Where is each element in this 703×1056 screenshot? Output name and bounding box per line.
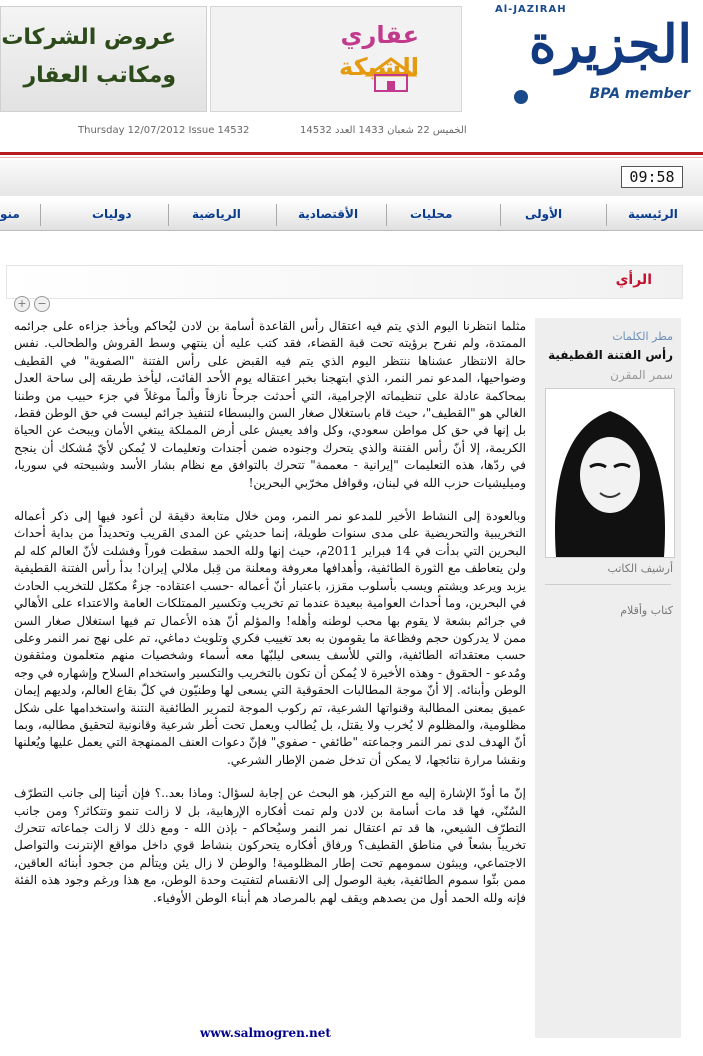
article-paragraph: وبالعودة إلى النشاط الأخير للمدعو نمر النمر، ومن خلال متابعة دقيقة لن أعود فيها إلى ذكر أعماله التخريبية والتحريضية على مدى سنوات طويلة، إنما حديثي عن المدى القريب وتحديداً من بداية أحداث البحرين التي بدأت في 14 فبراير 2011م، حيث إنها ولله الحمد سقطت فوراً وفشلت لأنّ العالم كله لم ولن يتعاطف مع الثورة الطائفية، وأهدافها معروفة ومعلنة من قِبل ملالي إيران! بدأ رأس الفتنة القطيفية يزبد ويرعد ويشتم ويسب بأسلوب مقزز، باعتبار أنّ أعماله -حسب اعتقاده- جزءٌ مكمّل للتخريب الحادث في البحرين، وما أحداث العوامية ببعيدة عندما تم تخريب وتكسير الممتلكات العامة والاعتداء على الأهالي في جرائم بشعة لا يقوم بها محب لوطنه وأهله! والمؤلم أنّ هذه الأعمال تم فيها استغلال صغار السن ممن لا يدركون حجم وفظاعة ما يقومون به بعد تغييب فكري وتلويث دماغي، تم على نهج نمر النمر وعلى حسب معتقداته الطائفية، والتي للأسف يسعى ليلبّها معه أسماء وشخصيات منهم متعلمون ومثقفون ومُدعو - الحقوق - وهذه الأخيرة لا يُمكن أن تكون بالتخريب والتكسير واستخدام السلاح وإشهاره في وجه الوطن وأبنائه. إلا أنّ موجة المطالبات الحقوقية التي يسعى لها وطنيّون في كلّ بقاع العالم، ولديهم إيمان عميق بمعنى المطالبة وقنواتها الشرعية، تم ركوب الموجة لتمرير الطائفية النتنة واستخدامها على شكل مظلومية، والمظلوم لا يُخرب ولا يقتل، بل يُطالب ويعمل تحت أطر شرعية وقانونية لتحقيق مطالبه، وبما أنّ الهدف لدى نمر النمر وجماعته "طائفي - صفوي" فإنّ دعوات العنف الممنهجة التي يعمل عليها ويُعلنها ونقشا مرارة نتائجها، لا يمكن أن تدخل ضمن الإطار الشرعي. xyxy=(14,509,526,767)
ad-realestate-line1: عقاري xyxy=(340,21,419,49)
author-portrait-icon xyxy=(546,389,674,557)
article-paragraph: إنّ ما أودّ الإشارة إليه مع التركيز، هو البحث عن إجابة لسؤال: وماذا بعد..؟ فإن أتينا إلى جانب التطرّف السُنّي، فها قد مات أسامة بن لادن ولم تمت أفكاره الإرهابية، بل لا زالت تنمو وتتكاثر؟ ومن جانب التطرّف الشيعي، ها قد تم اعتقال نمر النمر وسيُحاكم - بإذن الله - ومع ذلك لا زالت جماعاته تتحرك تخريباً بشعاً في مناطق القطيف؟ ورفاق أفكاره يتحركون بنشاط قوي داخل مواقع الإنترنت والتواصل الاجتماعي، ويبثون سمومهم تحت إطار المظلومية! والوطن لا زال يئن ويتألم من جحود أبنائه العاقين، ممن بثّوا سموم الطائفية، بغية الوصول إلى الانقسام لتفتيت وحدة الوطن، مع هذا ورغم وجود هذه الفئة فإنه ولله الحمد أول من يصدهم ويقف لهم بالمرصاد هم أبناء الوطن الأوفياء. xyxy=(14,786,526,905)
nav-item-local[interactable]: محليات xyxy=(410,207,453,221)
nav-item-more[interactable]: منو xyxy=(0,207,20,221)
date-arabic: الخميس 22 شعبان 1433 العدد 14532 xyxy=(300,125,467,136)
article-body xyxy=(14,318,526,923)
ad-companies-line2: ومكاتب العقار xyxy=(23,63,176,88)
site-logo[interactable] xyxy=(495,4,700,110)
article-paragraph: مثلما انتظرنا اليوم الذي يتم فيه اعتقال رأس القاعدة أسامة بن لادن ليُحاكم ويأخذ جزاءه على جرائمه الممتدة، ولم نفرح برؤيته تحت قبة القضاء، فقد كتب عليه أن ينتهي وسط القروش والطحالب. نفس حالة الانتظار عشناها ننتظر اليوم الذي يتم فيه القبض على رأس الفتنة "الصفوية" في القطيف وضواحيها، المدعو نمر النمر، الذي ابتهجنا بخبر اعتقاله يوم الأحد الفائت، ليأخذ طريقه إلى ساحة العدل بمحاكمة عادلة على تنظيماته الإجرامية، التي أحدثت جرحاً نازفاً وألماً موغلاً في جزء حبيب من وطننا الغالي هو "القطيف"، حيث قام باستغلال صغار السن والبسطاء لتنفيذ جرائم ليست في حق الوطن فقط، بل إنها في حق كل مواطن سعودي، وكل وافد يعيش على أرض المملكة يبتغي الأمان ويبحث عن الحياة الكريمة، إلا أنّ رأس الفتنة والذي يتحرك وجنوده ضمن أجندات وتعليمات لا يُمكن لأيّ مُشكك أن ينجح في ردّها، هذه التعليمات "إيرانية - معممة" تتحرك بالتوافق مع نظام بشار الأسد وشبيحته في سوريا، وميليشيات حزب الله في لبنان، وقوافل مخرّبي البحرين! xyxy=(14,319,526,490)
nav-item-sports[interactable]: الرياضية xyxy=(192,207,241,221)
clock-bar xyxy=(0,160,703,196)
nav-item-international[interactable]: دوليات xyxy=(92,207,132,221)
section-title[interactable]: الرأي xyxy=(615,272,652,288)
zoom-out-icon[interactable]: − xyxy=(34,296,50,312)
header-divider xyxy=(0,152,703,155)
nav-separator xyxy=(40,204,41,226)
logo-latin: Al-JAZIRAH xyxy=(495,4,567,15)
bpa-member-label: BPA member xyxy=(589,86,690,102)
column-name[interactable]: مطر الكلمات xyxy=(612,330,673,343)
ad-realestate-line2: الشبكة xyxy=(339,53,419,81)
ad-companies-line1: عروض الشركات xyxy=(1,25,176,50)
ad-banner-companies[interactable] xyxy=(0,6,207,112)
logo-arabic: الجزيرة xyxy=(529,14,692,75)
sidebar-divider xyxy=(545,584,671,585)
nav-separator xyxy=(276,204,277,226)
house-icon xyxy=(361,55,421,95)
nav-separator xyxy=(168,204,169,226)
clock-display: 09:58 xyxy=(621,166,683,188)
nav-item-home[interactable]: الرئيسية xyxy=(628,207,678,221)
nav-separator xyxy=(386,204,387,226)
author-name[interactable]: سمر المقرن xyxy=(610,368,673,382)
date-english: Thursday 12/07/2012 Issue 14532 xyxy=(78,125,250,136)
author-photo xyxy=(545,388,675,558)
nav-separator xyxy=(500,204,501,226)
nav-item-first[interactable]: الأولى xyxy=(525,207,563,221)
main-nav xyxy=(0,200,703,231)
zoom-in-icon[interactable]: + xyxy=(14,296,30,312)
ad-banner-realestate[interactable] xyxy=(210,6,462,112)
article-title: رأس الفتنة القطيفية xyxy=(548,348,673,362)
nav-item-economy[interactable]: الأقتصادية xyxy=(298,207,359,221)
section-header xyxy=(6,265,683,299)
nav-separator xyxy=(606,204,607,226)
writers-link[interactable]: كتاب وأقلام xyxy=(620,604,673,617)
header-divider-thin xyxy=(0,157,703,158)
author-archive-link[interactable]: أرشيف الكاتب xyxy=(607,562,673,575)
author-sidebar xyxy=(535,318,681,1038)
bpa-globe-icon xyxy=(514,90,528,104)
author-website-link[interactable]: www.salmogren.net xyxy=(200,1026,331,1040)
